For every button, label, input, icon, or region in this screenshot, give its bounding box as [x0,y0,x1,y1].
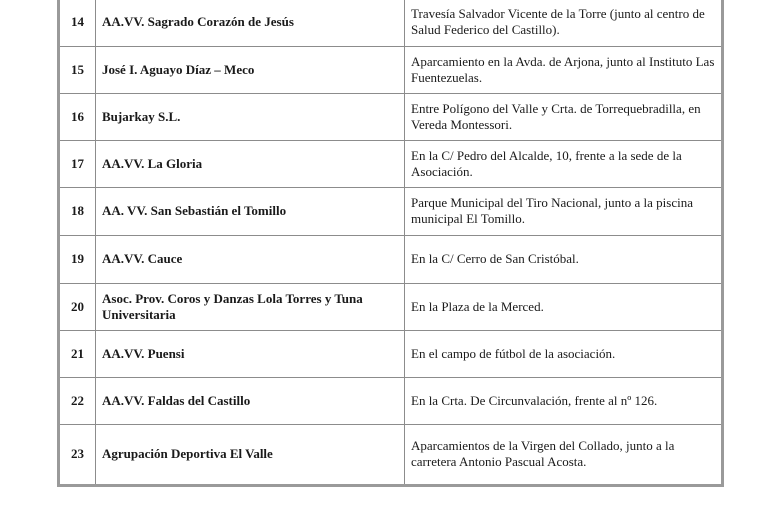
row-number: 23 [60,424,96,484]
association-name: AA. VV. San Sebastián el Tomillo [96,187,405,235]
row-number: 18 [60,187,96,235]
table-row [60,424,721,484]
row-number: 21 [60,330,96,377]
table-row [60,93,721,140]
table-row [60,46,721,93]
association-name: AA.VV. Puensi [96,330,405,377]
row-number: 19 [60,235,96,283]
table-row [60,330,721,377]
location-description: Aparcamiento en la Avda. de Arjona, junto al Instituto Las Fuentezuelas. [405,46,722,93]
location-description: En la Crta. De Circunvalación, frente al nº 126. [405,377,722,424]
location-description: En la Plaza de la Merced. [405,283,722,330]
table-row [60,187,721,235]
table-row [60,377,721,424]
association-name: AA.VV. Cauce [96,235,405,283]
association-name: Asoc. Prov. Coros y Danzas Lola Torres y Tuna Universitaria [96,283,405,330]
location-description: Parque Municipal del Tiro Nacional, junto a la piscina municipal El Tomillo. [405,187,722,235]
table-row [60,283,721,330]
association-name: José I. Aguayo Díaz – Meco [96,46,405,93]
location-description: Entre Polígono del Valle y Crta. de Torrequebradilla, en Vereda Montessori. [405,93,722,140]
location-description: Travesía Salvador Vicente de la Torre (junto al centro de Salud Federico del Castillo). [405,0,722,46]
table-row [60,140,721,187]
table-row [60,0,721,46]
location-description: En la C/ Pedro del Alcalde, 10, frente a la sede de la Asociación. [405,140,722,187]
table-row [60,235,721,283]
location-description: Aparcamientos de la Virgen del Collado, junto a la carretera Antonio Pascual Acosta. [405,424,722,484]
locations-table-container [57,0,724,487]
location-description: En la C/ Cerro de San Cristóbal. [405,235,722,283]
row-number: 16 [60,93,96,140]
locations-table [60,0,721,484]
row-number: 20 [60,283,96,330]
association-name: AA.VV. Sagrado Corazón de Jesús [96,0,405,46]
row-number: 17 [60,140,96,187]
association-name: Agrupación Deportiva El Valle [96,424,405,484]
row-number: 22 [60,377,96,424]
row-number: 15 [60,46,96,93]
location-description: En el campo de fútbol de la asociación. [405,330,722,377]
association-name: Bujarkay S.L. [96,93,405,140]
association-name: AA.VV. La Gloria [96,140,405,187]
row-number: 14 [60,0,96,46]
association-name: AA.VV. Faldas del Castillo [96,377,405,424]
